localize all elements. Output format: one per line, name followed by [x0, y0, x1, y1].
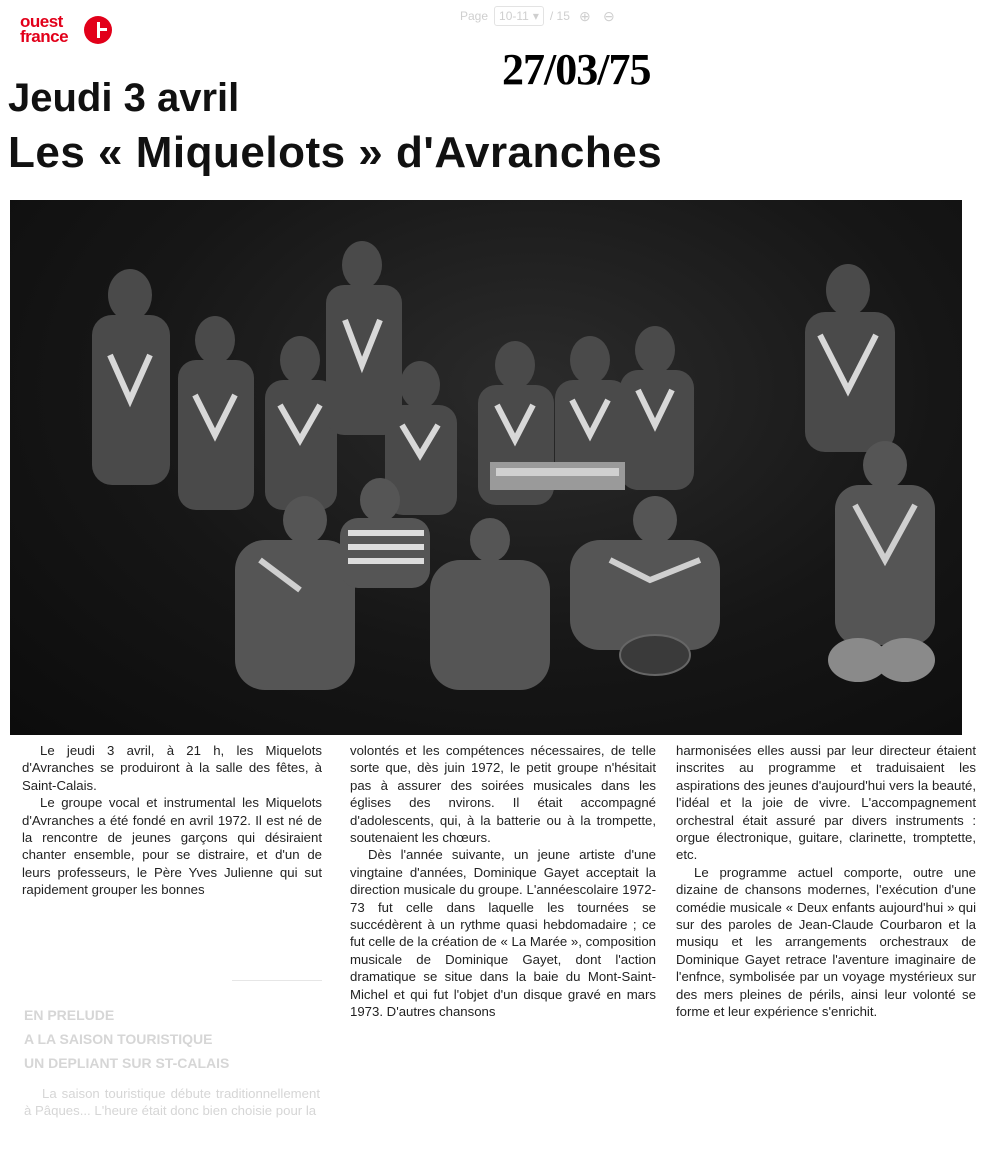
- zoom-out-icon[interactable]: ⊖: [603, 7, 615, 24]
- logo-text: [20, 14, 68, 44]
- paragraph: Le groupe vocal et instrumental les Miquelots d'Avranches a été fondé en avril 1972. Il est né de la rencontre de jeunes garçons qui désiraient chanter ensemble, pour se distraire, et d'un de leurs professeurs, le Père Yves Julienne qui sut rapidement grouper les bonnes: [22, 795, 322, 898]
- zoom-in-icon[interactable]: ⊕: [579, 7, 591, 24]
- ouest-france-logo[interactable]: [20, 12, 120, 52]
- article-column-2: [350, 742, 656, 1021]
- photo-figures: [10, 200, 962, 735]
- next-heading-line-1: EN PRELUDE: [24, 1007, 115, 1023]
- group-photo: [10, 200, 962, 735]
- paragraph: harmonisées elles aussi par leur directeur étaient inscrites au programme et traduisaient les aspirations des jeunes d'aujourd'hui vers la beauté, l'idéal et la joie de vivre. L'accompagnement orchestral était assuré par divers instruments : orgue électronique, guitare, clarinette, tromptette, etc.: [676, 743, 976, 863]
- divider: [232, 980, 322, 981]
- article-date: 27/03/75: [502, 45, 651, 94]
- next-heading-line-2: A LA SAISON TOURISTIQUE: [24, 1031, 213, 1047]
- paragraph: Le programme actuel comporte, outre une dizaine de chansons modernes, l'exécution d'une comédie musicale « Deux enfants aujourd'hui » qui sur des paroles de Jean-Claude Courbaron et la musiqu et les arrangements orchestraux de Dominique Gayet retrace l'aventure imaginaire de l'enfnce, symbolisée par un voyage mystérieux sur des mers pleines de périls, ainsi leur volonté se forme et leur expérience s'enrichit.: [676, 864, 976, 1020]
- logo-line-2: france: [20, 27, 69, 46]
- headline-date: Jeudi 3 avril: [8, 76, 240, 120]
- next-article-body: [24, 1085, 320, 1119]
- paragraph: Le jeudi 3 avril, à 21 h, les Miquelots d'Avranches se produiront à la salle des fêtes, à Saint-Calais.: [22, 743, 322, 793]
- chevron-down-icon: ▾: [532, 9, 539, 23]
- article-column-3: [676, 742, 976, 1021]
- page-viewer-toolbar: [460, 4, 680, 28]
- next-heading-line-3: UN DEPLIANT SUR ST-CALAIS: [24, 1055, 230, 1071]
- page-select[interactable]: [494, 6, 544, 26]
- paragraph: La saison touristique débute traditionnellement à Pâques... L'heure était donc bien choisie pour la: [24, 1086, 320, 1118]
- logo-line-1: ouest: [20, 12, 63, 31]
- page-select-value: 10-11: [499, 9, 529, 23]
- paragraph: volontés et les compétences nécessaires, de telle sorte que, dès juin 1972, le petit groupe n'hésitait pas à assurer des soirées musicales dans les églises des nvirons. Il était accompagné d'adolescents, qui, à la batterie ou à la trompette, soutenaient les chœurs.: [350, 743, 656, 846]
- logo-mark-icon: [84, 16, 112, 44]
- next-article-heading: [24, 1003, 320, 1075]
- headline-title: Les « Miquelots » d'Avranches: [8, 128, 663, 177]
- article-column-1: [22, 742, 322, 899]
- paragraph: Dès l'année suivante, un jeune artiste d'une vingtaine d'années, Dominique Gayet acceptait la direction musicale du groupe. L'annéescolaire 1972-73 fut celle dans laquelle les tournées se succédèrent à un rythme quasi hebdomadaire ; ce fut celle de la création de « La Marée », composition musicale de Dominique Gayet, dont l'action dramatique se situe dans la baie du Mont-Saint-Michel et qui fut l'objet d'un disque gravé en mars 1973. D'autres chansons: [350, 847, 656, 1020]
- page-label: Page: [460, 9, 489, 23]
- page-total: / 15: [549, 9, 570, 23]
